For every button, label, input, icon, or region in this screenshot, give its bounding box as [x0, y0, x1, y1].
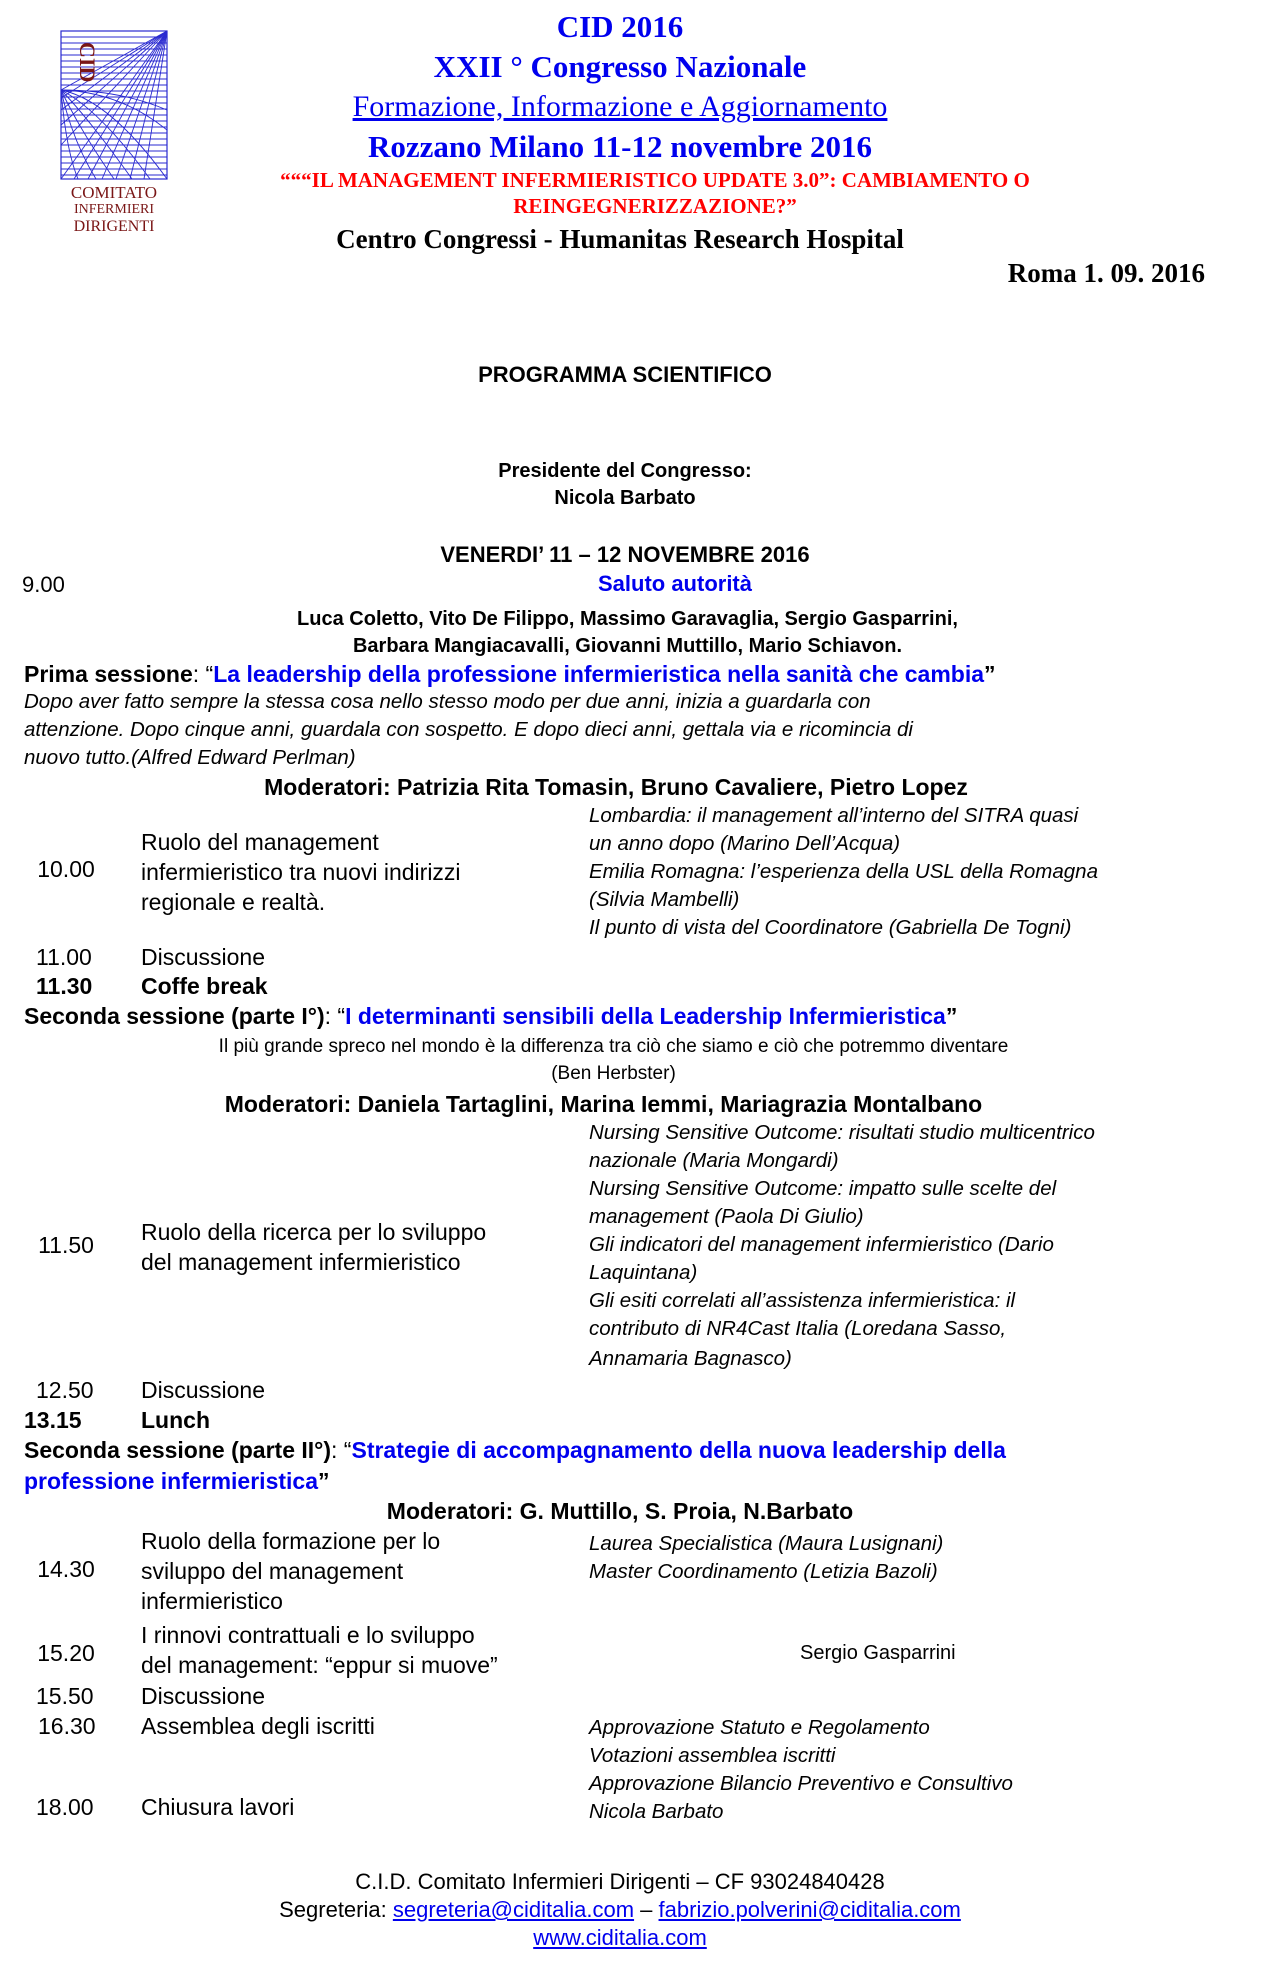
session1-heading: Prima sessione: “La leadership della professione infermieristica nella sanità che cambia” — [24, 661, 996, 687]
footer-org: C.I.D. Comitato Infermieri Dirigenti – CF 93024840428 — [355, 1869, 885, 1894]
program-heading: PROGRAMMA SCIENTIFICO — [478, 362, 772, 387]
event-venue: Centro Congressi - Humanitas Research Hospital — [336, 224, 904, 254]
session2b-heading: Seconda sessione (parte II°): “Strategie di accompagnamento della nuova leadership della professione infermieristica” — [24, 1437, 1006, 1494]
letter-date: Roma 1. 09. 2016 — [1007, 258, 1205, 288]
slot-title: Ruolo della ricerca per lo sviluppo del management infermieristico — [141, 1219, 487, 1275]
event-theme-line-1: “““IL MANAGEMENT INFERMIERISTICO UPDATE 3.0”: CAMBIAMENTO O — [280, 168, 1030, 192]
session2a-quote-1: Il più grande spreco nel mondo è la differenza tra ciò che siamo e ciò che potremmo diventare — [218, 1036, 1009, 1057]
secretariat-label: Segreteria: — [279, 1897, 393, 1922]
session2a-quote-2: (Ben Herbster) — [551, 1063, 676, 1084]
opening-speakers-2: Barbara Mangiacavalli, Giovanni Muttillo, Mario Schiavon. — [352, 635, 902, 657]
president-name: Nicola Barbato — [554, 487, 696, 509]
footer-secretariat: Segreteria: segreteria@ciditalia.com – fabrizio.polverini@ciditalia.com — [279, 1897, 961, 1922]
session2a-title: I determinanti sensibili della Leadership Infermieristica — [345, 1003, 946, 1029]
slot-talks: Lombardia: il management all’interno del SITRA quasi un anno dopo (Marino Dell’Acqua) Emilia Romagna: l’esperienza della USL della Romagna (Silvia Mambelli) Il punto di vista del Coordinatore (Gabriella De Togni) — [589, 804, 1098, 939]
slot-time: 14.30 — [37, 1556, 95, 1582]
slot-time: 11.50 — [38, 1232, 94, 1258]
slot-time: 10.00 — [37, 856, 95, 882]
event-title: CID 2016 — [556, 9, 684, 44]
session1-moderators: Moderatori: Patrizia Rita Tomasin, Bruno Cavaliere, Pietro Lopez — [264, 774, 968, 800]
slot-title: I rinnovi contrattuali e lo sviluppo del management: “eppur si muove” — [141, 1622, 498, 1678]
session2b-title-1: Strategie di accompagnamento della nuova leadership della — [351, 1437, 1006, 1463]
slot-time: 15.20 — [37, 1640, 95, 1666]
opening-speakers-1: Luca Coletto, Vito De Filippo, Massimo Garavaglia, Sergio Gasparrini, — [297, 608, 958, 630]
session1-label: Prima sessione — [24, 661, 193, 687]
event-tagline — [0, 90, 1240, 124]
logo-line-3: DIRIGENTI — [73, 218, 155, 235]
slot-title: Ruolo del management infermieristico tra nuovi indirizzi regionale e realtà. — [141, 829, 461, 915]
session2a-heading: Seconda sessione (parte I°): “I determinanti sensibili della Leadership Infermieristica” — [24, 1003, 958, 1029]
tagline-link[interactable]: Formazione, Informazione e Aggiornamento — [352, 90, 888, 123]
slot-time: 15.50 — [36, 1683, 94, 1709]
event-theme-line-2: REINGEGNERIZZAZIONE?” — [513, 194, 797, 218]
session2a-moderators: Moderatori: Daniela Tartaglini, Marina Iemmi, Mariagrazia Montalbano — [224, 1091, 983, 1117]
slot-title: Discussione — [141, 1377, 265, 1403]
opening-time: 9.00 — [22, 572, 65, 597]
slot-title: Discussione — [141, 944, 265, 970]
cid-logo-mark: CID — [75, 42, 100, 83]
session2b-label: Seconda sessione (parte II°) — [24, 1437, 332, 1463]
slot-title: Chiusura lavori — [141, 1794, 295, 1820]
slot-talks: Approvazione Statuto e Regolamento Votazioni assemblea iscritti Approvazione Bilancio Preventivo e Consultivo Nicola Barbato — [589, 1714, 1013, 1826]
session2b-title-2: professione infermieristica — [24, 1468, 318, 1494]
slot-title: Ruolo della formazione per lo sviluppo del management infermieristico — [141, 1528, 441, 1614]
slot-talks: Nursing Sensitive Outcome: risultati studio multicentrico nazionale (Maria Mongardi) Nursing Sensitive Outcome: impatto sulle scelte del management (Paola Di Giulio) Gli indicatori del management infermieristico (Dario Laquintana) Gli esiti correlati all’assistenza infermieristica: il contributo di NR4Cast Italia (Loredana Sasso, Annamaria Bagnasco) — [589, 1121, 1095, 1370]
session2b-moderators: Moderatori: G. Muttillo, S. Proia, N.Barbato — [386, 1498, 854, 1524]
program-day: VENERDI’ 11 – 12 NOVEMBRE 2016 — [440, 542, 810, 567]
event-subtitle: XXII ° Congresso Nazionale — [433, 49, 807, 84]
event-location-dates: Rozzano Milano 11-12 novembre 2016 — [367, 129, 872, 164]
email-link-segreteria[interactable]: segreteria@ciditalia.com — [392, 1897, 635, 1922]
slot-time: 18.00 — [36, 1794, 94, 1820]
slot-time: 11.00 — [36, 944, 92, 970]
slot-title: Assemblea degli iscritti — [141, 1713, 375, 1739]
session2a-label: Seconda sessione (parte I°) — [24, 1003, 325, 1029]
slot-speaker: Nicola Barbato — [589, 1800, 724, 1823]
president-label: Presidente del Congresso: — [498, 460, 752, 482]
session1-title: La leadership della professione infermieristica nella sanità che cambia — [213, 661, 985, 687]
website-link[interactable]: www.ciditalia.com — [533, 1925, 707, 1950]
slot-time: 12.50 — [36, 1377, 94, 1403]
slot-time: 16.30 — [38, 1713, 96, 1739]
logo-line-2: INFERMIERI — [73, 202, 155, 217]
session1-quote: Dopo aver fatto sempre la stessa cosa nello stesso modo per due anni, inizia a guardarla con attenzione. Dopo cinque anni, guardala con sospetto. E dopo dieci anni, gettala via e ricomincia di nuovo tutto.(Alfred Edward Perlman) — [24, 690, 913, 769]
event-theme — [215, 167, 1095, 219]
footer-website — [0, 1924, 1240, 1952]
slot-talks: Laurea Specialistica (Maura Lusignani) Master Coordinamento (Letizia Bazoli) — [589, 1532, 944, 1583]
slot-title: Discussione — [141, 1683, 265, 1709]
slot-time: 13.15 — [24, 1407, 82, 1433]
email-link-polverini[interactable]: fabrizio.polverini@ciditalia.com — [658, 1897, 961, 1922]
opening-title: Saluto autorità — [597, 571, 752, 596]
logo-line-1: COMITATO — [70, 183, 158, 202]
slot-time: 11.30 — [36, 973, 93, 999]
slot-title: Coffe break — [141, 973, 268, 999]
slot-speaker: Sergio Gasparrini — [800, 1642, 956, 1664]
slot-title: Lunch — [141, 1407, 210, 1433]
